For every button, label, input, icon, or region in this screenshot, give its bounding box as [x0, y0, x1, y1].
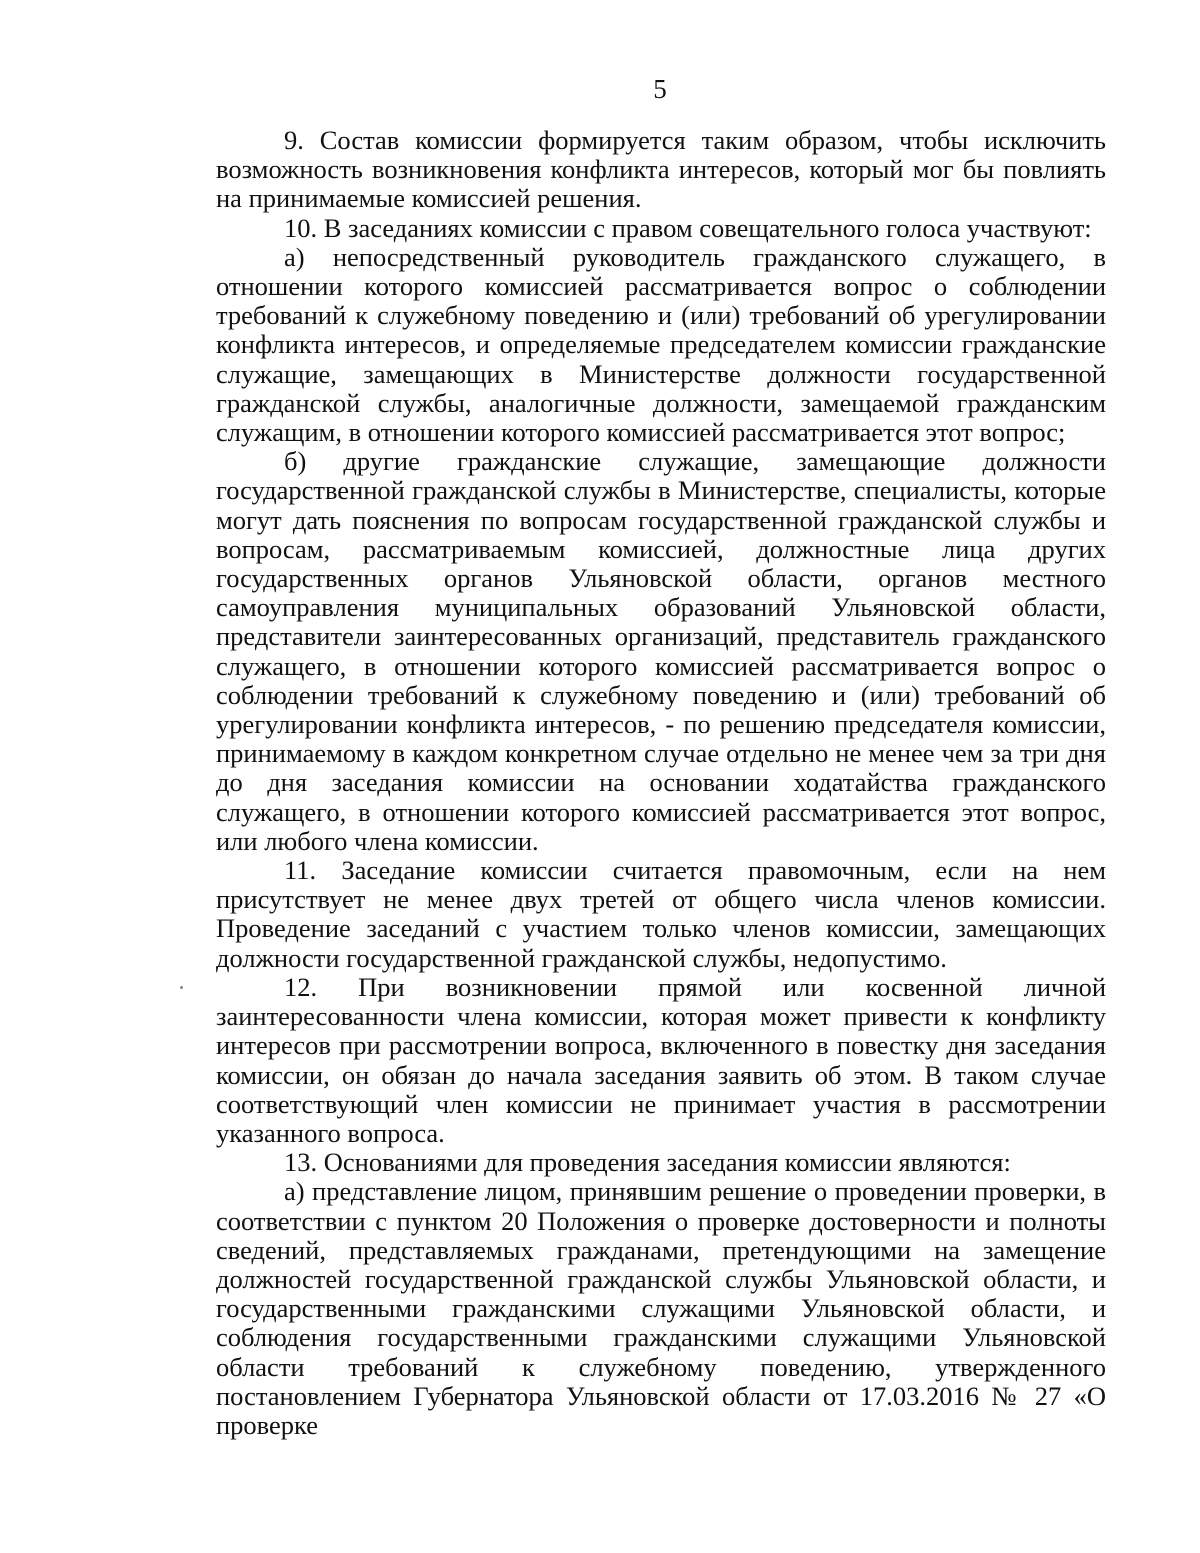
- page-number: 5: [653, 74, 667, 104]
- paragraph-13-a: а) представление лицом, принявшим решение о проведении проверки, в соответствии с пунктом 20 Положения о проверке достоверности и полноты сведений, представляемых гражданами, претендующими на замещение должностей государственной гражданской службы Ульяновской области, и государственными гражданскими служащими Ульяновской области, и соблюдения государственными гражданскими служащими Ульяновской области требований к служебному поведению, утвержденного постановлением Губернатора Ульяновской области от 17.03.2016 № 27 «О проверке: [216, 1176, 1106, 1440]
- paragraph-10-a: а) непосредственный руководитель гражданского служащего, в отношении которого комиссией рассматривается вопрос о соблюдении требований к служебному поведению и (или) требований об урегулировании конфликта интересов, и определяемые председателем комиссии гражданские служащие, замещающих в Министерстве должности государственной гражданской службы, аналогичные должности, замещаемой гражданским служащим, в отношении которого комиссией рассматривается этот вопрос;: [216, 241, 1106, 448]
- paragraph-9: 9. Состав комиссии формируется таким образом, чтобы исключить возможность возникновения конфликта интересов, который мог бы повлиять на принимаемые комиссией решения.: [216, 125, 1106, 214]
- paragraph-10: 10. В заседаниях комиссии с правом совещательного голоса участвуют:: [284, 212, 1092, 243]
- paragraph-10-b: б) другие гражданские служащие, замещающие должности государственной гражданской службы в Министерстве, специалисты, которые могут дать пояснения по вопросам государственной гражданской службы и вопросам, рассматриваемым комиссией, должностные лица других государственных органов Ульяновской области, органов местного самоуправления муниципальных образований Ульяновской области, представители заинтересованных организаций, представитель гражданского служащего, в отношении которого комиссией рассматривается вопрос о соблюдении требований к служебному поведению и (или) требований об урегулировании конфликта интересов, - по решению председателя комиссии, принимаемому в каждом конкретном случае отдельно не менее чем за три дня до дня заседания комиссии на основании ходатайства гражданского служащего, в отношении которого комиссией рассматривается этот вопрос, или любого члена комиссии.: [216, 446, 1106, 856]
- scan-mark: [180, 986, 183, 989]
- document-body: [216, 126, 1106, 1440]
- paragraph-12: 12. При возникновении прямой или косвенной личной заинтересованности члена комиссии, которая может привести к конфликту интересов при рассмотрении вопроса, включенного в повестку дня заседания комиссии, он обязан до начала заседания заявить об этом. В таком случае соответствующий член комиссии не принимает участия в рассмотрении указанного вопроса.: [216, 971, 1106, 1148]
- paragraph-13: 13. Основаниями для проведения заседания комиссии являются:: [284, 1147, 1011, 1178]
- paragraph-11: 11. Заседание комиссии считается правомочным, если на нем присутствует не менее двух третей от общего числа членов комиссии. Проведение заседаний с участием только членов комиссии, замещающих должности государственной гражданской службы, недопустимо.: [216, 855, 1106, 973]
